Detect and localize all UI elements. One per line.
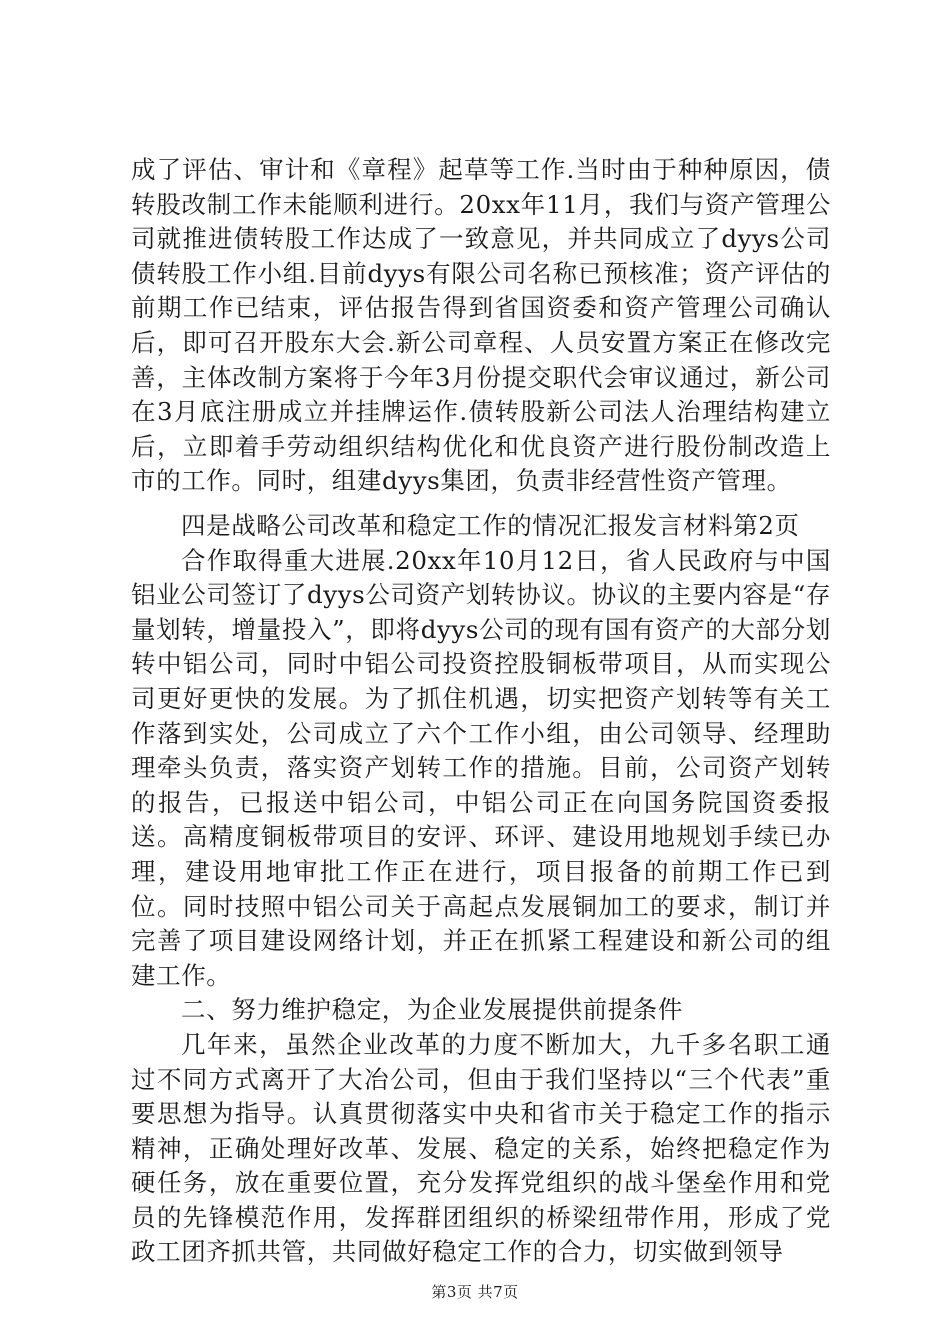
page-footer: 第3页 共7页 xyxy=(431,1283,519,1301)
paragraph-asset-transfer: 合作取得重大进展.20xx年10月12日，省人民政府与中国铝业公司签订了dyys公司资产划转协议。协议的主要内容是“存量划转，增量投入”，即将dyys公司的现有国有资产的大部分划转中铝公司，同时中铝公司投资控股铜板带项目，从而实现公司更好更快的发展。为了抓住机遇，切实把资产划转等有关工作落到实处，公司成立了六个工作小组，由公司领导、经理助理牵头负责，落实资产划转工作的措施。目前，公司资产划转的报告，已报送中铝公司，中铝公司正在向国务院国资委报送。高精度铜板带项目的安评、环评、建设用地规划手续已办理，建设用地审批工作正在进行，项目报备的前期工作已到位。同时技照中铝公司关于高起点发展铜加工的要求，制订并完善了项目建设网络计划，并正在抓紧工程建设和新公司的组建工作。 xyxy=(131,545,831,990)
paragraph-debt-equity-swap: 成了评估、审计和《章程》起草等工作.当时由于种种原因，债转股改制工作未能顺利进行。20xx年11月，我们与资产管理公司就推进债转股工作达成了一致意见，并共同成立了dyys公司债转股工作小组.目前dyys有限公司名称已预核准；资产评估的前期工作已结束，评估报告得到省国资委和资产管理公司确认后，即可召开股东大会.新公司章程、人员安置方案正在修改完善，主体改制方案将于今年3月份提交职代会审议通过，新公司在3月底注册成立并挂牌运作.债转股新公司法人治理结构建立后，立即着手劳动组织结构优化和优良资产进行股份制改造上市的工作。同时，组建dyys集团，负责非经营性资产管理。 xyxy=(131,155,831,496)
text-block-main xyxy=(131,509,831,1270)
section-heading-2: 二、努力维护稳定，为企业发展提供前提条件 xyxy=(181,995,683,1025)
paragraph-section-heading-4: 四是战略公司改革和稳定工作的情况汇报发言材料第2页 xyxy=(181,511,800,540)
paragraph-stability: 几年来，虽然企业改革的力度不断加大，九千多名职工通过不同方式离开了大冶公司，但由于我们坚持以“三个代表”重要思想为指导。认真贯彻落实中央和省市关于稳定工作的指示精神，正确处理好改革、发展、稳定的关系，始终把稳定作为硬任务，放在重要位置，充分发挥党组织的战斗堡垒作用和党员的先锋模范作用，发挥群团组织的桥梁纽带作用，形成了党政工团齐抓共管，共同做好稳定工作的合力，切实做到领导 xyxy=(131,1029,831,1267)
text-block-top xyxy=(131,153,831,499)
